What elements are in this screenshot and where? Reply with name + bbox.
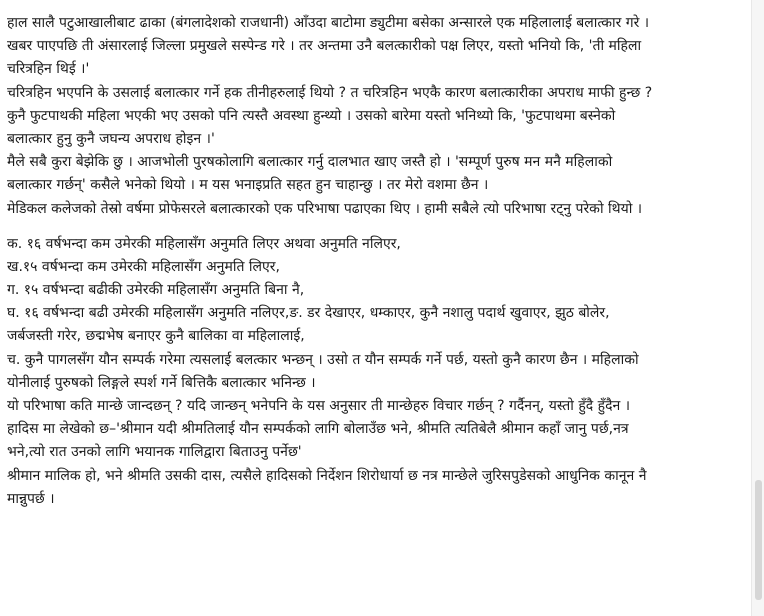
- paragraph-line: मैले सबै कुरा बेझेकि छु । आजभोली पुरषकोलागि बलात्कार गर्नु दालभात खाए जस्तै हो । 'सम्पूर्ण पुरुष मन मनै महिलाको: [7, 154, 613, 171]
- definition-line: ख.१५ वर्षभन्दा कम उमेरकी महिलासँग अनुमति लिएर,: [7, 258, 280, 275]
- paragraph-line: श्रीमान मालिक हो, भने श्रीमति उसकी दास, त्यसैले हादिसको निर्देशन शिरोधार्या छ नत्र मान्छेले जुरिसपुडेसको आधुनिक कानून नै: [7, 467, 647, 484]
- paragraph-line: चरित्रहिन भएपनि के उसलाई बलात्कार गर्ने हक तीनीहरुलाई थियो ? त चरित्रहिन भएकै कारण बलात्कारीका अपराध माफी हुन्छ ?: [7, 84, 653, 101]
- paragraph-line: चरित्रहिन थिई ।': [7, 61, 90, 78]
- paragraph-line: कुनै फुटपाथकी महिला भएकी भए उसको पनि त्यस्तै अवस्था हुन्थ्यो । उसको बारेमा यस्तो भनिथ्यो कि, 'फुटपाथमा बस्नेको: [7, 107, 616, 124]
- paragraph-gap: [7, 221, 747, 233]
- definition-line: क. १६ वर्षभन्दा कम उमेरकी महिलासँग अनुमति लिएर अथवा अनुमति नलिएर,: [7, 235, 401, 252]
- article-body: [7, 12, 747, 511]
- definition-line: जर्बजस्ती गरेर, छद्मभेष बनाएर कुनै बालिका वा महिलालाई,: [7, 328, 305, 345]
- scrollbar-thumb[interactable]: [755, 480, 762, 600]
- paragraph-line: मेडिकल कलेजको तेस्रो वर्षमा प्रोफेसरले बलात्कारको एक परिभाषा पढाएका थिए । हामी सबैले त्यो परिभाषा रट्नु परेको थियो ।: [7, 200, 643, 217]
- paragraph-line: खबर पाएपछि ती अंसारलाई जिल्ला प्रमुखले सस्पेन्ड गरे । तर अन्तमा उनै बलत्कारीको पक्ष लिएर, यस्तो भनियो कि, 'ती महिला: [7, 38, 642, 55]
- paragraph-line: भने,त्यो रात उनको लागि भयानक गालिद्वारा बिताउनु पर्नेछ': [7, 444, 302, 461]
- vertical-scrollbar[interactable]: [751, 0, 764, 616]
- paragraph-line: यो परिभाषा कति मान्छे जान्दछन् ? यदि जान्छन् भनेपनि के यस अनुसार ती मान्छेहरु विचार गर्छन् ? गर्दैनन्, यस्तो हुँदै हुँदैन ।: [7, 398, 631, 414]
- paragraph-line: हादिस मा लेखेको छ–'श्रीमान यदी श्रीमतिलाई यौन सम्पर्कको लागि बोलाउँछ भने, श्रीमति त्यतिबेलै श्रीमान कहाँ जानु पर्छ,नत्र: [7, 421, 629, 438]
- paragraph-line: बलात्कार हुनु कुनै जघन्य अपराध होइन ।': [7, 130, 215, 147]
- paragraph-line: बलात्कार गर्छन्' कसैले भनेको थियो । म यस भनाइप्रति सहत हुन चाहान्छु । तर मेरो वशमा छैन ।: [7, 177, 489, 194]
- definition-line: ग. १५ वर्षभन्दा बढीकी उमेरकी महिलासँग अनुमति बिना नै,: [7, 282, 305, 299]
- definition-line: योनीलाई पुरुषको लिङ्गले स्पर्श गर्ने बित्तिकै बलात्कार भनिन्छ ।: [7, 374, 316, 391]
- paragraph-line: मान्नुपर्छ ।: [7, 490, 55, 507]
- paragraph-line: हाल सालै पटुआखालीबाट ढाका (बंगलादेशको राजधानी) आँउदा बाटोमा ड्युटीमा बसेका अन्सारले एक महिलालाई बलात्कार गरे ।: [7, 15, 650, 31]
- definition-line: घ. १६ वर्षभन्दा बढी उमेरकी महिलासँग अनुमति नलिएर,ङ. डर देखाएर, धम्काएर, कुनै नशालु पदार्थ खुवाएर, झुठ बोलेर,: [7, 305, 610, 322]
- definition-line: च. कुनै पागलसँग यौन सम्पर्क गरेमा त्यसलाई बलत्कार भन्छन् । उसो त यौन सम्पर्क गर्ने पर्छ, यस्तो कुनै कारण छैन । महिलाको: [7, 351, 639, 368]
